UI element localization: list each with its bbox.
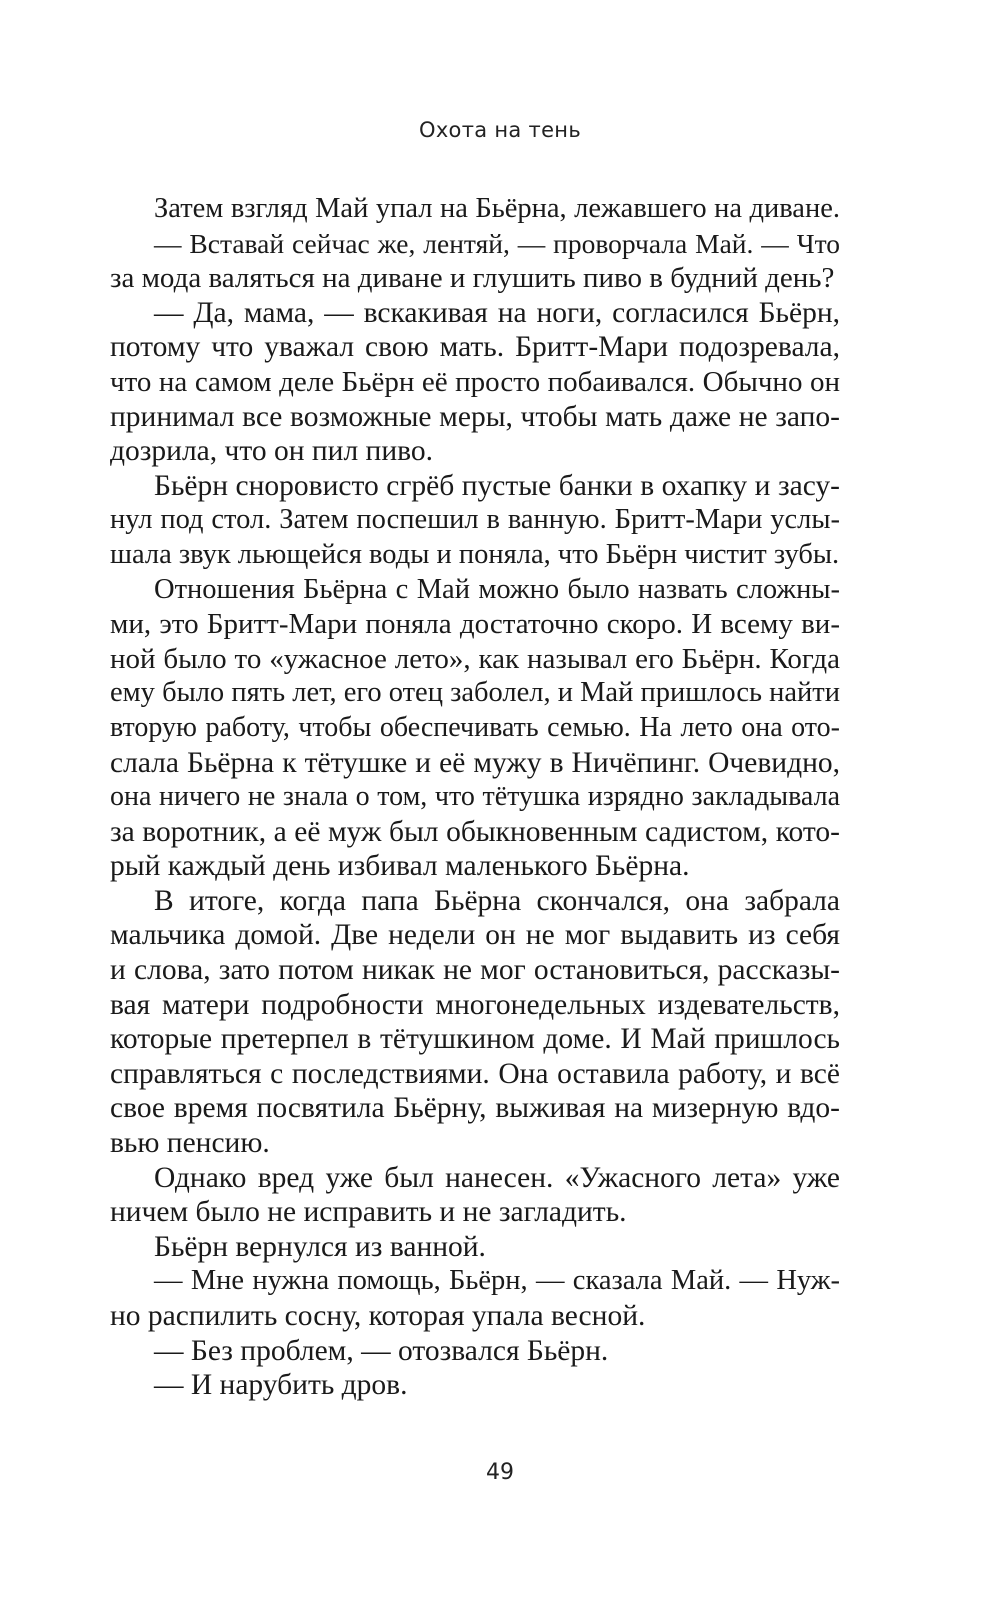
text-line: вью пенсию. bbox=[110, 1127, 270, 1160]
body-text bbox=[110, 192, 840, 1403]
text-line: — Мне нужна помощь, Бьёрн, — сказала Май. — Нуж- bbox=[154, 1265, 840, 1297]
text-line: свое время посвятила Бьёрну, выживая на мизерную вдо- bbox=[110, 1092, 840, 1125]
text-line: ему было пять лет, его отец заболел, и Май пришлось найти bbox=[110, 677, 840, 709]
text-line: — Без проблем, — отозвался Бьёрн. bbox=[154, 1334, 609, 1367]
text-line: что на самом деле Бьёрн её просто побаивался. Обычно он bbox=[110, 365, 840, 398]
text-line: справляться с последствиями. Она оставила работу, и всё bbox=[110, 1057, 840, 1090]
text-line: — И нарубить дров. bbox=[154, 1369, 408, 1402]
text-line: слала Бьёрна к тётушке и её мужу в Ничёпинг. Очевидно, bbox=[110, 746, 840, 779]
text-line: ми, это Бритт-Мари поняла достаточно скоро. И всему ви- bbox=[110, 608, 840, 641]
text-line: вторую работу, чтобы обеспечивать семью. На лето она ото- bbox=[110, 711, 840, 743]
text-line: она ничего не знала о том, что тётушка изрядно закладывала bbox=[110, 781, 840, 813]
text-line: Однако вред уже был нанесен. «Ужасного лета» уже bbox=[154, 1161, 840, 1194]
text-line: и слова, зато потом никак не мог остановиться, рассказы- bbox=[110, 954, 840, 987]
text-line: принимал все возможные меры, чтобы мать даже не запо- bbox=[110, 400, 840, 433]
text-line: за воротник, а её муж был обыкновенным садистом, кото- bbox=[110, 815, 840, 848]
text-line: нул под стол. Затем поспешил в ванную. Бритт-Мари услы- bbox=[110, 504, 840, 536]
text-line: Затем взгляд Май упал на Бьёрна, лежавшего на диване. bbox=[154, 193, 840, 224]
text-line: за мода валяться на диване и глушить пиво в будний день? bbox=[110, 262, 835, 295]
text-line: ной было то «ужасное лето», как называл его Бьёрн. Когда bbox=[110, 642, 840, 675]
text-line: шала звук льющейся воды и поняла, что Бьёрн чистит зубы. bbox=[110, 538, 840, 570]
page-number: 49 bbox=[486, 1460, 514, 1485]
text-line: рый каждый день избивал маленького Бьёрна. bbox=[110, 850, 690, 883]
text-line: но распилить сосну, которая упала весной. bbox=[110, 1300, 646, 1332]
text-line: потому что уважал свою мать. Бритт-Мари подозревала, bbox=[110, 331, 840, 364]
running-header-title: Охота на тень bbox=[418, 118, 581, 142]
text-line: мальчика домой. Две недели он не мог выдавить из себя bbox=[110, 919, 840, 952]
text-line: — Вставай сейчас же, лентяй, — проворчала Май. — Что bbox=[154, 227, 840, 259]
text-line: вая матери подробности многонедельных издевательств, bbox=[110, 988, 840, 1021]
text-line: ничем было не исправить и не загладить. bbox=[110, 1196, 627, 1229]
text-line: — Да, мама, — вскакивая на ноги, согласился Бьёрн, bbox=[154, 296, 840, 329]
text-line: Бьёрн сноровисто сгрёб пустые банки в охапку и засу- bbox=[154, 469, 840, 502]
text-line: дозрила, что он пил пиво. bbox=[110, 435, 433, 468]
text-line: В итоге, когда папа Бьёрна скончался, она забрала bbox=[154, 884, 840, 917]
text-line: Бьёрн вернулся из ванной. bbox=[154, 1230, 486, 1263]
text-line: Отношения Бьёрна с Май можно было назвать сложны- bbox=[154, 573, 840, 605]
text-line: которые претерпел в тётушкином доме. И Май пришлось bbox=[110, 1023, 840, 1056]
